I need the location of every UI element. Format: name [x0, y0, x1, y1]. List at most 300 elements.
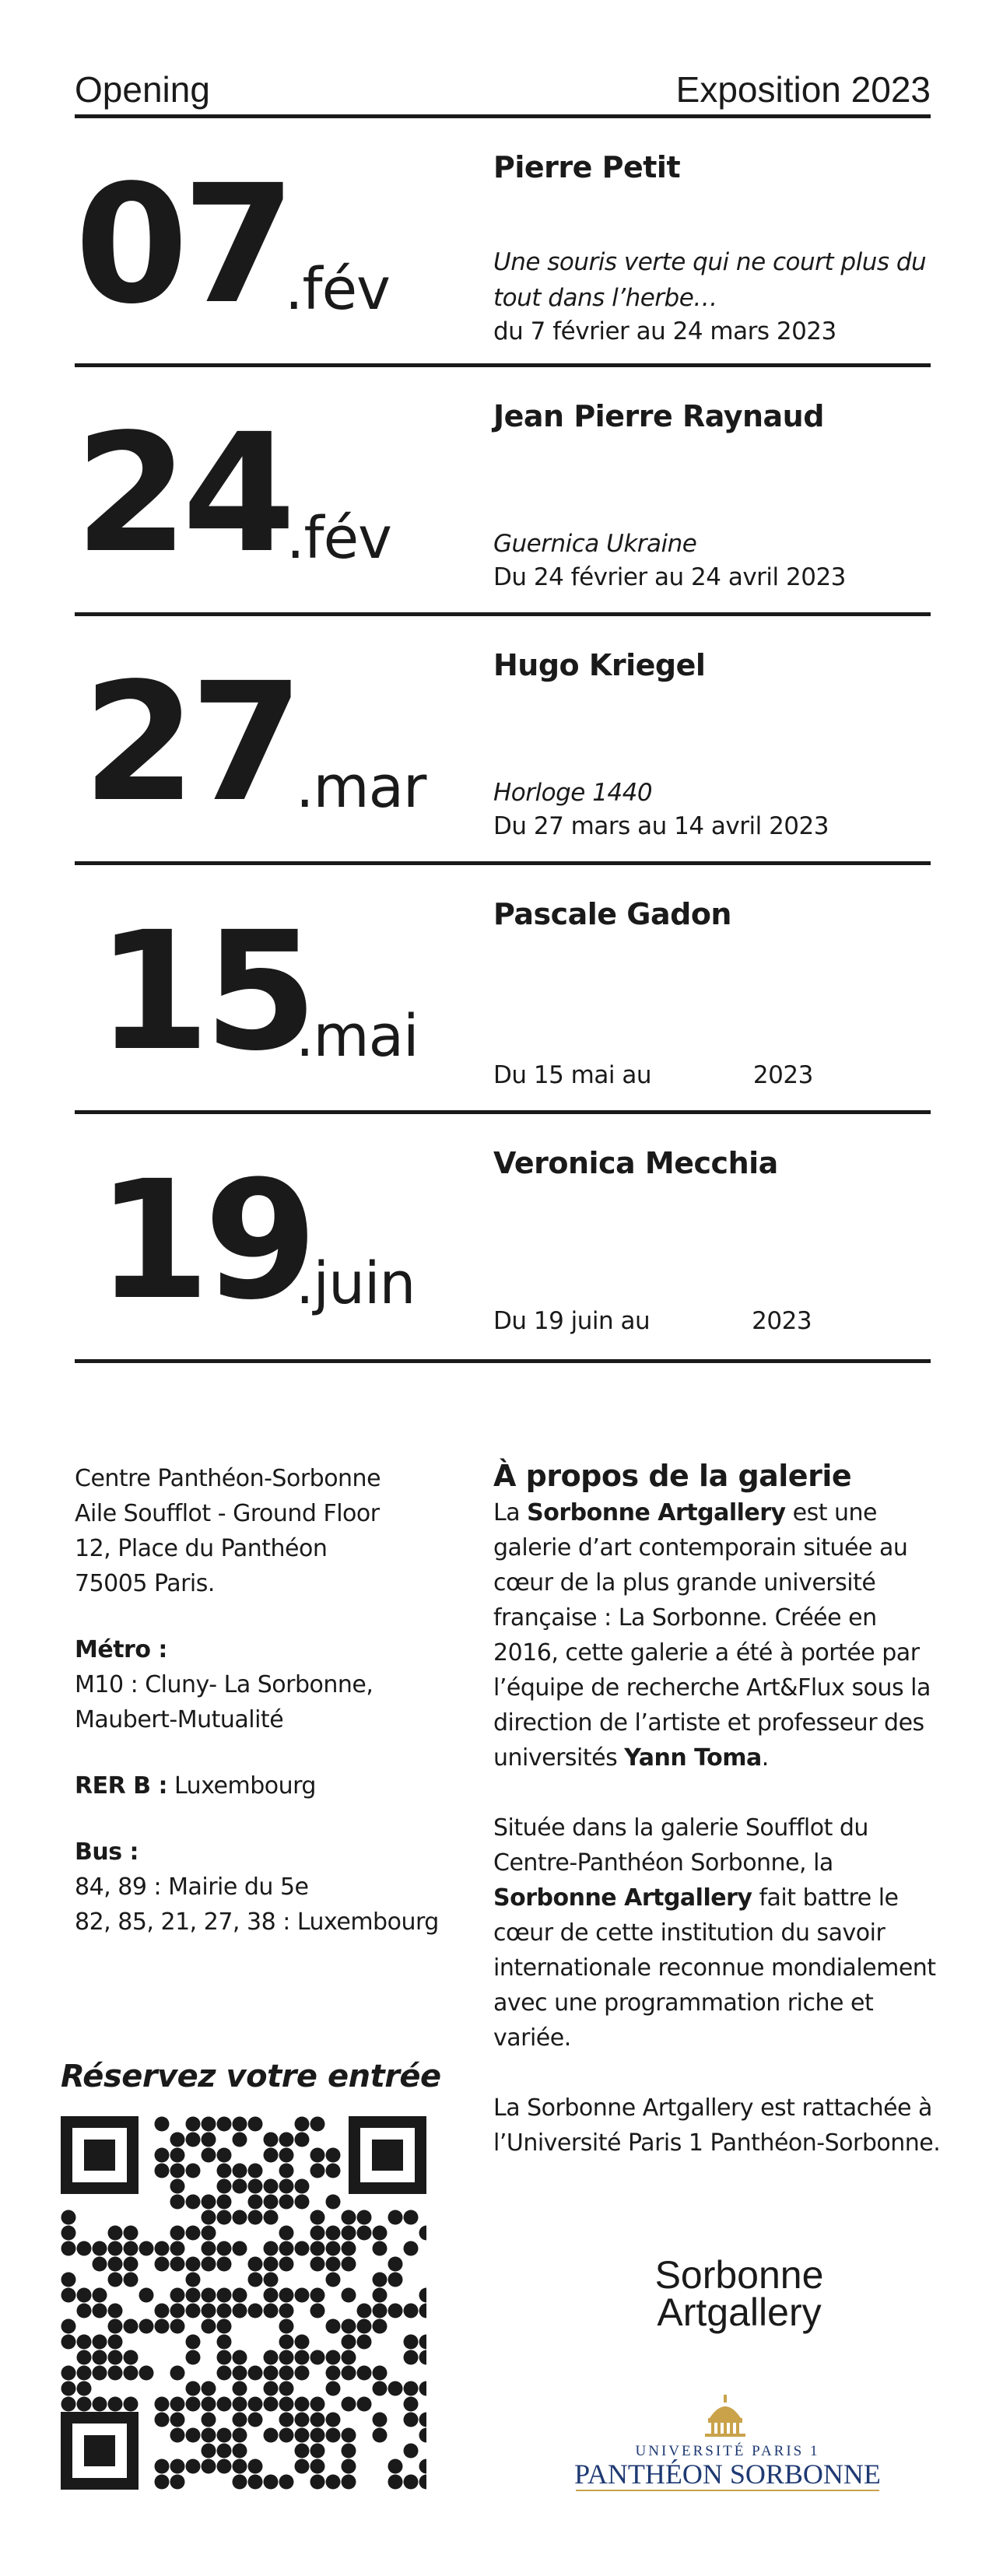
qr-dot [388, 2304, 403, 2318]
qr-dot [124, 2226, 139, 2241]
qr-dot [310, 2257, 325, 2272]
qr-dot [217, 2195, 232, 2210]
qr-dot [155, 2475, 170, 2490]
qr-dot [264, 2257, 279, 2272]
qr-dot [202, 2381, 216, 2396]
event-day: 19 [96, 1145, 312, 1336]
qr-dot [186, 2133, 201, 2147]
bus-line: 82, 85, 21, 27, 38 : Luxembourg [75, 1908, 439, 1936]
qr-dot [217, 2241, 232, 2256]
qr-dot [264, 2475, 279, 2490]
qr-dot [217, 2444, 232, 2459]
qr-dot [342, 2444, 356, 2459]
qr-dot [264, 2397, 279, 2412]
qr-dot [295, 2117, 310, 2132]
qr-dot [342, 2475, 356, 2490]
qr-dot [248, 2210, 263, 2225]
qr-dot [373, 2319, 388, 2334]
qr-dot [155, 2241, 170, 2256]
qr-dot [61, 2397, 76, 2412]
qr-dot [295, 2366, 310, 2381]
event-month: .mar [296, 754, 426, 821]
qr-dot [217, 2179, 232, 2194]
qr-dot [373, 2413, 388, 2427]
qr-dot [61, 2366, 76, 2381]
qr-dot [233, 2164, 247, 2178]
qr-dot [233, 2304, 247, 2318]
qr-dot [139, 2366, 154, 2381]
rer-label: RER B : [75, 1772, 167, 1800]
qr-dot [61, 2335, 76, 2350]
sorbonne-artgallery-logo [591, 2253, 887, 2334]
qr-dot [342, 2428, 356, 2443]
logo-line: Sorbonne [654, 2253, 824, 2297]
rer-value: Luxembourg [167, 1772, 316, 1800]
qr-dot [186, 2273, 201, 2287]
qr-dot [217, 2304, 232, 2318]
qr-dot [108, 2273, 123, 2287]
qr-dot [233, 2428, 247, 2443]
qr-dot [233, 2381, 247, 2396]
qr-dot [264, 2273, 279, 2287]
qr-dot [233, 2444, 247, 2459]
about-text: fait battre le cœur de cette institution du savoir internationale reconnue mondialement avec une programmation riche et variée. [493, 1884, 936, 2052]
qr-dot [310, 2164, 325, 2178]
qr-dot [373, 2304, 388, 2318]
qr-dot [61, 2381, 76, 2396]
qr-dot [202, 2288, 216, 2303]
qr-dot [373, 2366, 388, 2381]
qr-dot [170, 2257, 185, 2272]
qr-dot [342, 2397, 356, 2412]
event-row [75, 118, 931, 367]
qr-dot [93, 2366, 107, 2381]
qr-dot [202, 2304, 216, 2318]
qr-dot [233, 2210, 247, 2225]
qr-dot [264, 2210, 279, 2225]
event-dates: Du 24 février au 24 avril 2023 [493, 563, 846, 591]
qr-dot [264, 2288, 279, 2303]
qr-dot [248, 2366, 263, 2381]
qr-dot [404, 2413, 419, 2427]
qr-dot [373, 2241, 388, 2256]
qr-dot [326, 2195, 341, 2210]
qr-dot [108, 2350, 123, 2365]
event-artist: Pascale Gadon [493, 897, 731, 931]
bus-label: Bus : [75, 1838, 139, 1866]
qr-dot [93, 2241, 107, 2256]
qr-dot [217, 2428, 232, 2443]
qr-dot [186, 2195, 201, 2210]
qr-dot [202, 2226, 216, 2241]
qr-dot [186, 2381, 201, 2396]
qr-dot [248, 2273, 263, 2287]
qr-dot [279, 2195, 294, 2210]
event-artist: Pierre Petit [493, 150, 681, 184]
qr-dot [295, 2133, 310, 2147]
qr-dot [124, 2366, 139, 2381]
qr-dot [419, 2459, 427, 2474]
event-month: .fév [286, 505, 391, 572]
event-work: Horloge 1440 [493, 779, 653, 807]
qr-code[interactable] [61, 2116, 426, 2490]
qr-dot [108, 2335, 123, 2350]
qr-dot [186, 2459, 201, 2474]
qr-dot [342, 2335, 356, 2350]
qr-dot [326, 2381, 341, 2396]
qr-dot [342, 2226, 356, 2241]
qr-dot [217, 2164, 232, 2178]
qr-dot [202, 2413, 216, 2427]
qr-dot [264, 2179, 279, 2194]
qr-dot [248, 2179, 263, 2194]
qr-dot [170, 2366, 185, 2381]
qr-dot [404, 2475, 419, 2490]
qr-dot [217, 2257, 232, 2272]
qr-dot [202, 2444, 216, 2459]
univ-underline [576, 2490, 879, 2491]
qr-dot [217, 2335, 232, 2350]
qr-dot [264, 2133, 279, 2147]
event-day: 24 [75, 398, 290, 589]
event-work: Guernica Ukraine [493, 530, 697, 558]
qr-dot [388, 2381, 403, 2396]
qr-dot [310, 2475, 325, 2490]
qr-dot [310, 2397, 325, 2412]
qr-dot [108, 2319, 123, 2334]
qr-dot [155, 2257, 170, 2272]
about-text: Située dans la galerie Soufflot du Centre-Panthéon Sorbonne, la [493, 1814, 868, 1877]
qr-dot [279, 2257, 294, 2272]
qr-dot [326, 2226, 341, 2241]
qr-dot [217, 2148, 232, 2163]
qr-dot [264, 2241, 279, 2256]
qr-dot [155, 2117, 170, 2132]
qr-dot [217, 2210, 232, 2225]
qr-dot [404, 2335, 419, 2350]
qr-dot [357, 2304, 372, 2318]
qr-dot [202, 2210, 216, 2225]
qr-dot [77, 2335, 92, 2350]
qr-dot [248, 2475, 263, 2490]
qr-dot [186, 2350, 201, 2365]
qr-dot [373, 2288, 388, 2303]
qr-dot [279, 2475, 294, 2490]
event-row [75, 367, 931, 616]
qr-dot [217, 2319, 232, 2334]
qr-dot [170, 2164, 185, 2178]
about-paragraph [493, 1495, 945, 1775]
qr-dot [248, 2257, 263, 2272]
qr-dot [155, 2413, 170, 2427]
event-month: .mai [296, 1003, 419, 1070]
qr-dot [233, 2133, 247, 2147]
qr-dot [357, 2210, 372, 2225]
qr-dot [108, 2397, 123, 2412]
qr-dot [279, 2319, 294, 2334]
qr-dot [233, 2350, 247, 2365]
qr-dot [233, 2459, 247, 2474]
metro-label: Métro : [75, 1636, 167, 1663]
qr-dot [61, 2241, 76, 2256]
address-line: Centre Panthéon-Sorbonne [75, 1465, 381, 1492]
qr-dot [77, 2397, 92, 2412]
qr-dot [279, 2133, 294, 2147]
about-text: . [761, 1744, 769, 1772]
qr-dot [170, 2133, 185, 2147]
qr-dot [93, 2257, 107, 2272]
qr-dot [202, 2195, 216, 2210]
qr-dot [233, 2117, 247, 2132]
dome-icon [705, 2395, 745, 2437]
qr-dot [310, 2350, 325, 2365]
qr-dot [202, 2459, 216, 2474]
qr-dot [279, 2179, 294, 2194]
qr-dot [388, 2257, 403, 2272]
qr-dot [186, 2226, 201, 2241]
qr-dot [217, 2117, 232, 2132]
qr-dot [404, 2350, 419, 2365]
qr-dot [357, 2335, 372, 2350]
about-gallery [493, 1461, 945, 2196]
qr-dot [155, 2319, 170, 2334]
qr-dot [124, 2241, 139, 2256]
event-month: .fév [285, 256, 390, 323]
qr-dot [108, 2257, 123, 2272]
qr-dot [388, 2475, 403, 2490]
qr-dot [124, 2257, 139, 2272]
qr-dot [295, 2459, 310, 2474]
about-title: À propos de la galerie [493, 1459, 852, 1493]
qr-dot [108, 2366, 123, 2381]
qr-dot [310, 2459, 325, 2474]
qr-dot [419, 2428, 427, 2443]
qr-dot [233, 2475, 247, 2490]
qr-dot [388, 2459, 403, 2474]
header-exposition: Exposition 2023 [675, 69, 931, 110]
qr-dot [342, 2459, 356, 2474]
qr-dot [61, 2288, 76, 2303]
qr-dot [342, 2350, 356, 2365]
qr-dot [264, 2304, 279, 2318]
qr-dot [248, 2195, 263, 2210]
qr-dot [295, 2444, 310, 2459]
qr-dot [326, 2475, 341, 2490]
qr-dot [326, 2164, 341, 2178]
qr-dot [419, 2350, 427, 2365]
qr-dot [170, 2459, 185, 2474]
qr-dot [310, 2226, 325, 2241]
practical-info [75, 1461, 448, 1971]
qr-dot [404, 2304, 419, 2318]
qr-dot [404, 2397, 419, 2412]
qr-dot [342, 2366, 356, 2381]
qr-dot [419, 2475, 427, 2490]
event-artist: Jean Pierre Raynaud [493, 399, 824, 433]
qr-dot [233, 2241, 247, 2256]
qr-dot [357, 2226, 372, 2241]
qr-dot [310, 2288, 325, 2303]
qr-dot [155, 2148, 170, 2163]
qr-dot [202, 2257, 216, 2272]
event-dates: du 7 février au 24 mars 2023 [493, 317, 836, 345]
qr-dot [419, 2304, 427, 2318]
event-dates: Du 15 mai au 2023 [493, 1061, 813, 1089]
address-line: Aile Soufflot - Ground Floor [75, 1500, 380, 1527]
event-month: .juin [296, 1250, 416, 1317]
qr-dot [295, 2195, 310, 2210]
qr-dot [217, 2459, 232, 2474]
metro-block [75, 1632, 448, 1737]
event-work: Une souris verte qui ne court plus du tout dans l’herbe… [493, 248, 927, 312]
address-line: 75005 Paris. [75, 1570, 215, 1597]
qr-dot [264, 2428, 279, 2443]
qr-dot [217, 2397, 232, 2412]
qr-dot [373, 2273, 388, 2287]
qr-dot [77, 2304, 92, 2318]
pantheon-sorbonne-logo [545, 2388, 910, 2497]
header-bar [75, 62, 931, 118]
qr-dot [310, 2148, 325, 2163]
qr-dot [326, 2428, 341, 2443]
qr-dot [61, 2226, 76, 2241]
event-artist: Veronica Mecchia [493, 1146, 778, 1180]
qr-dot [310, 2117, 325, 2132]
qr-dot [233, 2397, 247, 2412]
qr-dot [388, 2273, 403, 2287]
about-text-bold: Yann Toma [624, 1744, 762, 1772]
qr-dot [186, 2117, 201, 2132]
qr-dot [295, 2288, 310, 2303]
qr-dot [357, 2319, 372, 2334]
qr-dot [373, 2428, 388, 2443]
qr-dot [279, 2288, 294, 2303]
qr-dot [419, 2226, 427, 2241]
qr-dot [233, 2366, 247, 2381]
event-day: 27 [82, 647, 298, 838]
qr-dot [279, 2335, 294, 2350]
qr-dot [264, 2366, 279, 2381]
qr-dot [326, 2319, 341, 2334]
qr-dot [170, 2195, 185, 2210]
qr-dot [248, 2164, 263, 2178]
qr-dot [279, 2397, 294, 2412]
qr-dot [295, 2428, 310, 2443]
event-dates: Du 19 juin au 2023 [493, 1307, 812, 1335]
qr-dot [419, 2335, 427, 2350]
qr-dot [310, 2413, 325, 2427]
qr-dot [202, 2117, 216, 2132]
about-paragraph: La Sorbonne Artgallery est rattachée à l’Université Paris 1 Panthéon-Sorbonne. [493, 2094, 941, 2157]
address-block [75, 1461, 448, 1601]
qr-dot [202, 2397, 216, 2412]
qr-dot [279, 2226, 294, 2241]
qr-dot [295, 2350, 310, 2365]
qr-dot [170, 2226, 185, 2241]
qr-dot [373, 2381, 388, 2396]
qr-dot [419, 2381, 427, 2396]
qr-dot [326, 2413, 341, 2427]
qr-dot [124, 2397, 139, 2412]
qr-dot [248, 2117, 263, 2132]
qr-dot [279, 2164, 294, 2178]
qr-finder-core [372, 2140, 403, 2171]
event-artist: Hugo Kriegel [493, 648, 706, 682]
qr-dot [124, 2319, 139, 2334]
qr-dot [139, 2241, 154, 2256]
event-day: 07 [75, 149, 290, 340]
qr-dot [93, 2350, 107, 2365]
qr-dot [202, 2428, 216, 2443]
qr-dot [170, 2241, 185, 2256]
event-row [75, 1114, 931, 1363]
qr-dot [326, 2273, 341, 2287]
qr-dot [326, 2366, 341, 2381]
qr-dot [233, 2179, 247, 2194]
qr-dot [170, 2179, 185, 2194]
qr-dot [93, 2335, 107, 2350]
qr-dot [61, 2210, 76, 2225]
qr-dot [108, 2241, 123, 2256]
qr-dot [264, 2148, 279, 2163]
qr-dot [170, 2413, 185, 2427]
qr-dot [186, 2164, 201, 2178]
qr-dot [310, 2428, 325, 2443]
qr-dot [217, 2366, 232, 2381]
qr-dot [279, 2148, 294, 2163]
qr-dot [373, 2226, 388, 2241]
about-text: est une galerie d’art contemporain située au cœur de la plus grande université française : La Sorbonne. Créée en 2016, cette galerie a été à portée par l’équipe de recherche Art&Flux sous la direction de l’artiste et professeur des universités [493, 1499, 931, 1772]
qr-dot [404, 2381, 419, 2396]
about-text-bold: Sorbonne Artgallery [493, 1884, 752, 1912]
qr-dot [342, 2257, 356, 2272]
qr-dot [155, 2397, 170, 2412]
bus-line: 84, 89 : Mairie du 5e [75, 1873, 309, 1901]
qr-dot [279, 2350, 294, 2365]
univ-line1: UNIVERSITÉ PARIS 1 [635, 2443, 820, 2459]
qr-dot [77, 2350, 92, 2365]
qr-dot [170, 2319, 185, 2334]
qr-dot [233, 2288, 247, 2303]
qr-dot [139, 2319, 154, 2334]
qr-dot [77, 2288, 92, 2303]
qr-dot [342, 2288, 356, 2303]
qr-dot [295, 2397, 310, 2412]
qr-dot [310, 2304, 325, 2318]
qr-dot [295, 2241, 310, 2256]
qr-dot [279, 2381, 294, 2396]
qr-dot [155, 2459, 170, 2474]
qr-dot [419, 2413, 427, 2427]
event-day: 15 [96, 896, 312, 1087]
qr-dot [93, 2288, 107, 2303]
qr-dot [310, 2210, 325, 2225]
qr-dot [326, 2241, 341, 2256]
qr-dot [217, 2288, 232, 2303]
qr-dot [186, 2304, 201, 2318]
header-opening: Opening [75, 69, 210, 110]
qr-dot [248, 2397, 263, 2412]
qr-dot [248, 2413, 263, 2427]
qr-finder-core [84, 2435, 115, 2466]
qr-dot [404, 2241, 419, 2256]
qr-dot [108, 2226, 123, 2241]
qr-dot [170, 2428, 185, 2443]
about-text-bold: Sorbonne Artgallery [527, 1499, 786, 1526]
qr-dot [139, 2288, 154, 2303]
qr-dot [61, 2319, 76, 2334]
qr-dot [264, 2195, 279, 2210]
